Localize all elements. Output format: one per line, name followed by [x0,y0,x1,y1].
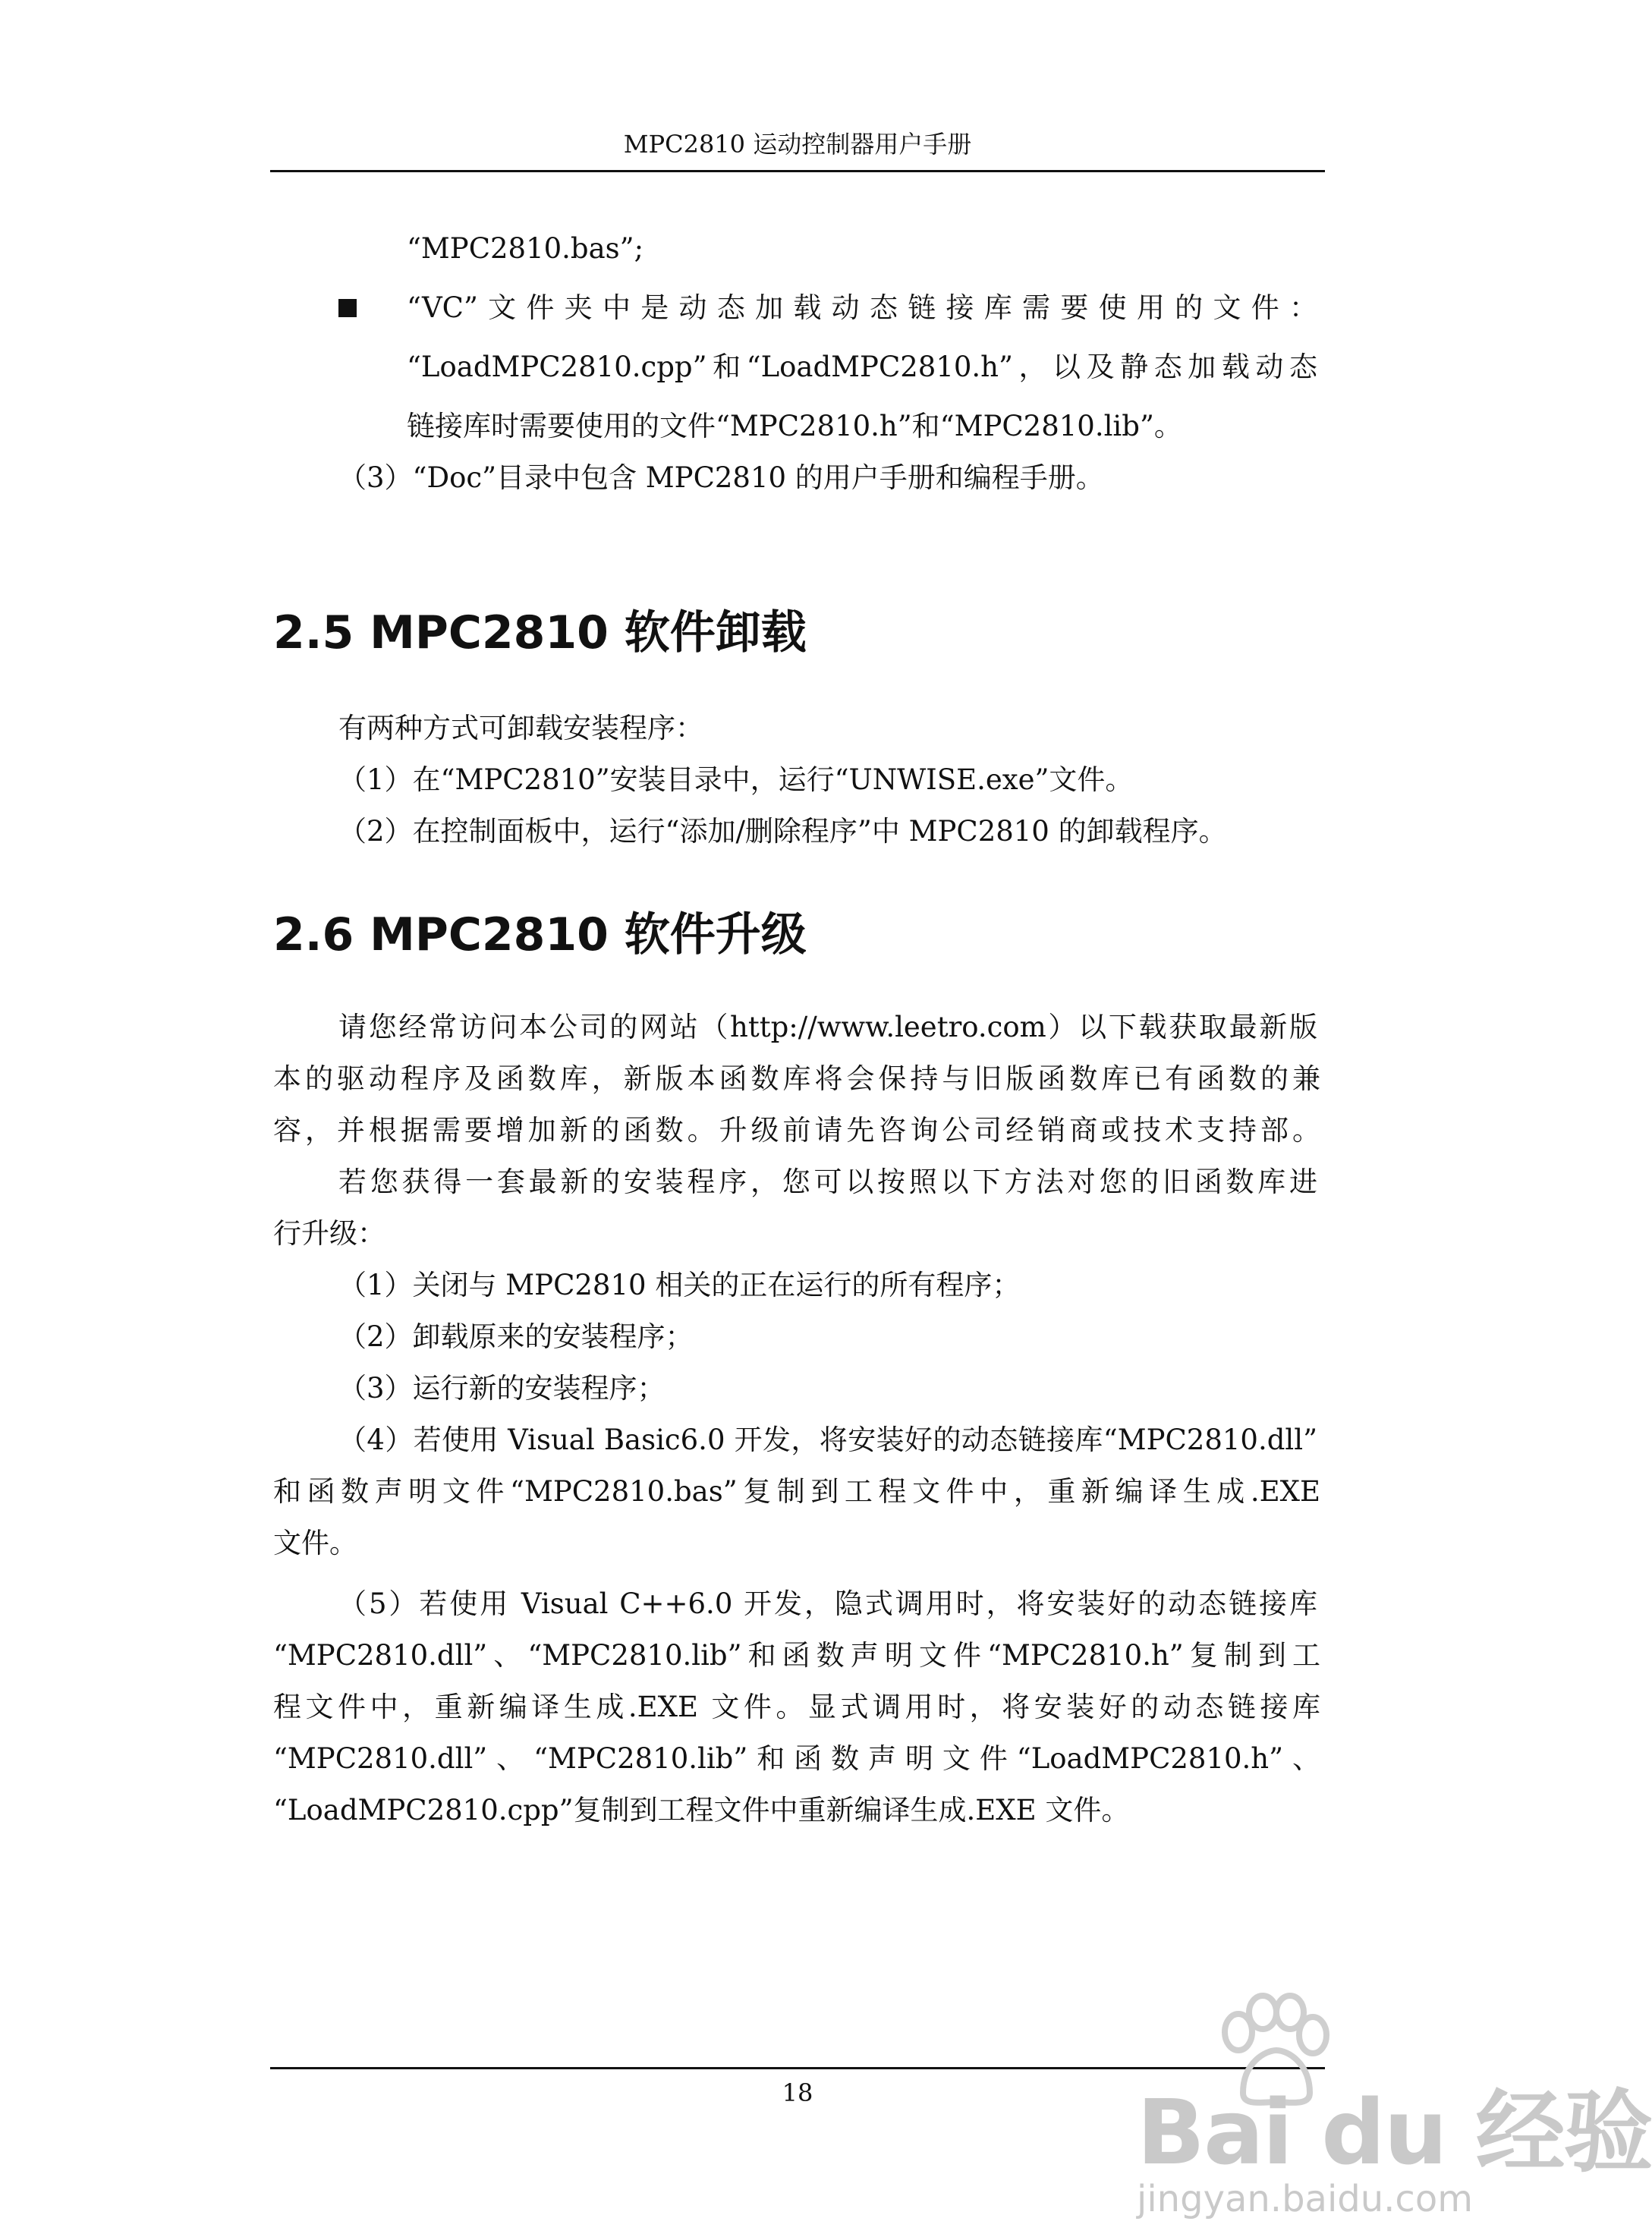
watermark-brand: Bai du 经验 [1137,2080,1652,2185]
continued-filename-line: “MPC2810.bas”; [407,232,644,265]
upgrade-para2-line2: 行升级： [273,1217,385,1250]
baidu-jingyan-watermark [1122,1996,1652,2223]
watermark-url: jingyan.baidu.com [1137,2178,1473,2220]
uninstall-item-2: （2）在控制面板中，运行“添加/删除程序”中 MPC2810 的卸载程序。 [338,815,1227,848]
upgrade-step-5-line2: “MPC2810.dll”、“MPC2810.lib”和函数声明文件“MPC2810.h”复制到工 [273,1639,1320,1672]
page-number: 18 [782,2078,813,2107]
square-bullet-icon [338,299,357,317]
section-heading-uninstall: 2.5 MPC2810 软件卸载 [273,606,807,659]
upgrade-step-5-line5: “LoadMPC2810.cpp”复制到工程文件中重新编译生成.EXE 文件。 [273,1794,1130,1826]
upgrade-step-5-line3: 程文件中，重新编译生成.EXE 文件。显式调用时，将安装好的动态链接库 [273,1691,1320,1723]
upgrade-step-5-line4: “MPC2810.dll”、“MPC2810.lib”和函数声明文件“LoadMPC2810.h”、 [273,1742,1320,1775]
uninstall-item-1: （1）在“MPC2810”安装目录中，运行“UNWISE.exe”文件。 [338,763,1134,796]
doc-directory-item: （3）“Doc”目录中包含 MPC2810 的用户手册和编程手册。 [338,461,1104,494]
upgrade-step-1: （1）关闭与 MPC2810 相关的正在运行的所有程序； [338,1269,1021,1301]
bullet-line-3: 链接库时需要使用的文件“MPC2810.h”和“MPC2810.lib”。 [407,410,1182,442]
upgrade-step-3: （3）运行新的安装程序； [338,1372,666,1405]
bullet-line-2: “LoadMPC2810.cpp”和“LoadMPC2810.h”，以及静态加载动态 [407,351,1317,383]
bullet-line-1: “VC”文件夹中是动态加载动态链接库需要使用的文件： [407,291,1317,324]
running-header: MPC2810 运动控制器用户手册 [623,130,972,159]
section-heading-upgrade: 2.6 MPC2810 软件升级 [273,908,807,961]
upgrade-step-2: （2）卸载原来的安装程序； [338,1320,694,1353]
upgrade-para1-line3: 容，并根据需要增加新的函数。升级前请先咨询公司经销商或技术支持部。 [273,1114,1320,1147]
upgrade-step-4-line3: 文件。 [273,1527,357,1559]
header-rule [270,170,1325,172]
upgrade-step-4-line1: （4）若使用 Visual Basic6.0 开发，将安装好的动态链接库“MPC2810.dll” [338,1424,1317,1456]
uninstall-intro: 有两种方式可卸载安装程序： [338,712,703,744]
upgrade-para2-line1: 若您获得一套最新的安装程序，您可以按照以下方法对您的旧函数库进 [338,1166,1317,1198]
upgrade-step-4-line2: 和函数声明文件“MPC2810.bas”复制到工程文件中，重新编译生成.EXE [273,1475,1320,1508]
upgrade-para1-line1: 请您经常访问本公司的网站（http://www.leetro.com）以下载获取最新版 [338,1011,1317,1043]
upgrade-step-5-line1: （5）若使用 Visual C++6.0 开发，隐式调用时，将安装好的动态链接库 [338,1587,1317,1620]
upgrade-para1-line2: 本的驱动程序及函数库，新版本函数库将会保持与旧版函数库已有函数的兼 [273,1062,1320,1095]
